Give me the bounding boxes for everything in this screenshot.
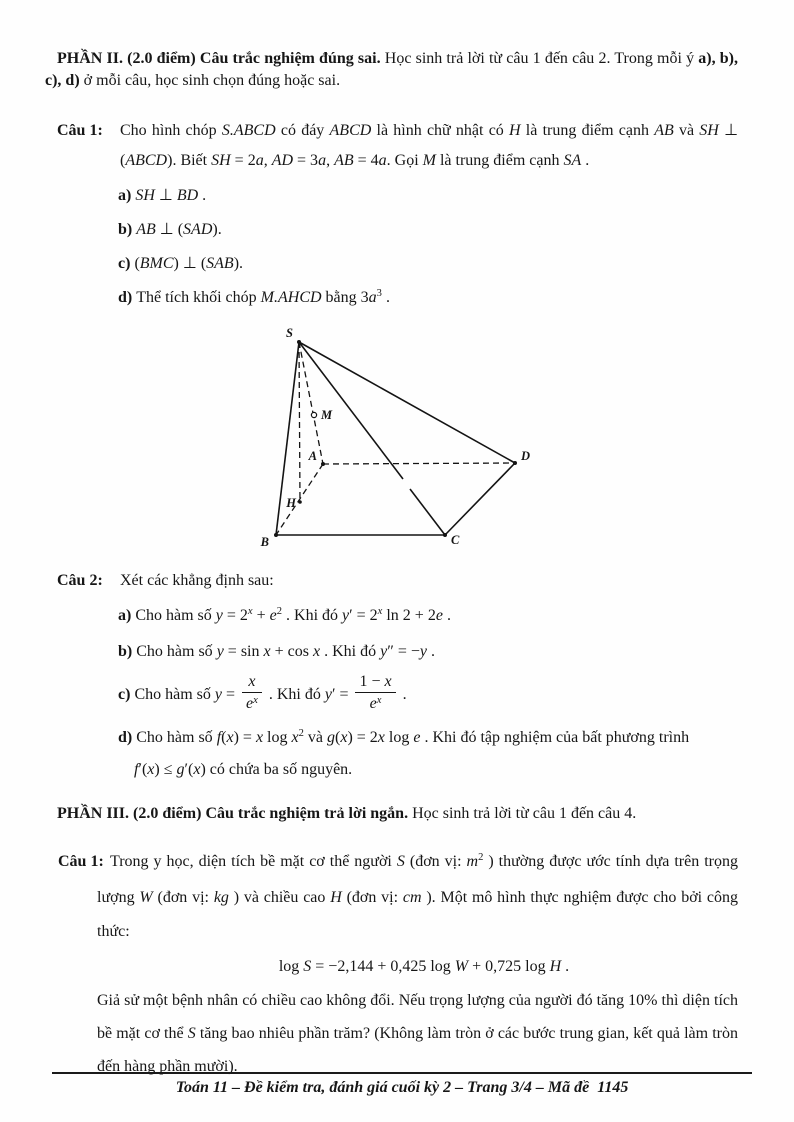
part2-q2-item-b: b) Cho hàm số y = sin x + cos x . Khi đó y″ = −y . (118, 643, 436, 660)
part2-q1-item-a: a) SH ⊥ BD . (118, 187, 207, 204)
part2-question-1-body: Cho hình chóp S.ABCD có đáy ABCD là hình chữ nhật có H là trung điểm cạnh AB và SH ⊥ (ABCD). Biết SH = 2a, AD = 3a, AB = 4a. Gọi M là trung điểm cạnh SA . (120, 122, 739, 169)
figure-label-h: H (286, 496, 296, 510)
part2-question-1 (57, 116, 738, 176)
part2-question-2 (57, 566, 738, 596)
part2-question-2-items (118, 602, 738, 783)
formula-log-s: log S = −2,144 + 0,425 log W + 0,725 log H . (278, 957, 570, 975)
pyramid-figure (245, 323, 545, 558)
part2-q1-item-d: d) Thể tích khối chóp M.AHCD bằng $3a^3$ . (118, 288, 390, 306)
part3-question-1 (58, 845, 739, 949)
figure-label-d: D (521, 449, 531, 463)
part2-question-1-label: Câu 1: (57, 122, 103, 139)
midpoint-m-dot (311, 412, 316, 417)
part2-q2-item-d-line2: f′(x) ≤ g′(x) có chứa ba số nguyên. (134, 760, 353, 778)
figure-label-s: S (286, 326, 293, 340)
part2-question-1-items (118, 182, 738, 313)
part2-q1-item-b: b) AB ⊥ (SAD). (118, 221, 222, 238)
part3-question-1-label: Câu 1: (58, 852, 104, 870)
part3-question-1-body: Trong y học, diện tích bề mặt cơ thể người S (đơn vị: $m^2$ ) thường được ước tính dựa trên trọng lượng W (đơn vị: kg ) và chiều cao H (đơn vị: cm ). Một mô hình thực nghiệm được cho bởi công thức: (97, 851, 739, 940)
pyramid-figure-svg (245, 323, 545, 558)
part2-q1-item-c: c) (BMC) ⊥ (SAB). (118, 255, 244, 272)
part3-header: PHẦN III. (2.0 điểm) Câu trắc nghiệm trả lời ngắn. Học sinh trả lời từ câu 1 đến câu 4. (57, 804, 637, 822)
vertex-dots (274, 340, 517, 537)
solid-edges (276, 342, 515, 535)
hidden-edges (276, 342, 515, 535)
part2-header: PHẦN II. (2.0 điểm) Câu trắc nghiệm đúng sai. Học sinh trả lời từ câu 1 đến câu 2. Trong mỗi ý a), b), c), d) ở mỗi câu, học sinh chọn đúng hoặc sai. (45, 50, 739, 89)
part3-question-1-continued: Giả sử một bệnh nhân có chiều cao không đổi. Nếu trọng lượng của người đó tăng 10% thì diện tích bề mặt cơ thể S tăng bao nhiêu phần trăm? (Không làm tròn ở các bước trung gian, kết quả làm tròn đến hàng phần mười). (97, 991, 738, 1075)
part2-question-2-label: Câu 2: (57, 572, 103, 589)
part2-q2-item-c: c) Cho hàm số y = $\frac{x}{e^x}$ . Khi đó y′ = $\frac{1 - x}{e^x}$ . (118, 673, 407, 713)
page-footer (52, 1072, 752, 1097)
part2-question-2-intro: Xét các khẳng định sau: (120, 572, 274, 589)
figure-label-m: M (321, 408, 333, 422)
figure-label-c: C (451, 533, 460, 547)
footer-text: Toán 11 – Đề kiểm tra, đánh giá cuối kỳ 2 – Trang 3/4 – Mã đề 1145 (175, 1079, 629, 1096)
part2-q2-item-a: a) Cho hàm số $y = 2^x + e^2$ . Khi đó $y' = 2^x$ ln 2 + 2e . (118, 606, 451, 624)
figure-label-b: B (260, 535, 269, 549)
part2-q2-item-d-line1: d) Cho hàm số f(x) = x $\log x^2$ và g(x) = 2x log e . Khi đó tập nghiệm của bất phương trình (118, 727, 690, 746)
page-content (45, 48, 739, 1083)
figure-label-a: A (308, 449, 317, 463)
